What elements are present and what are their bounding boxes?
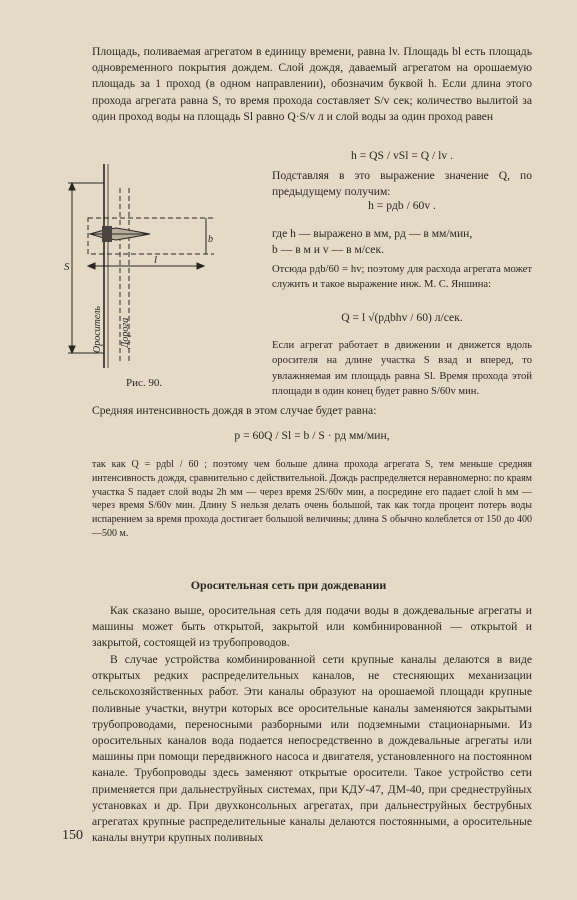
section-heading: Оросительная сеть при дождевании <box>190 578 387 592</box>
formula-h1: h = QS / vSl = Q / lv . <box>351 149 453 162</box>
text-moving: Если агрегат работает в движении и движется вдоль оросителя на длине участка S взад и вперед, то увлажняемая им площадь равна Sl. Время прохода этой площади в один конец будет равно S/60v мин. <box>272 340 532 398</box>
text-substitute: Подставляя в это выражение значение Q, по предыдущему получим: <box>272 169 532 198</box>
sprinkler-truss <box>90 226 150 242</box>
paragraph-intro: Площадь, поливаемая агрегатом в единицу времени, равна lv. Площадь bl есть площадь одновременного покрытия дождем. Слой дождя, даваемый агрегатом на орошаемую площадь за 1 проход (в одном направлении), обозначим буквой h. Если длина этого прохода агрегата равна S, то время прохода составляет S/v сек; количество вылитой за один проход воды на площадь Sl равно Q·S/v л и слой воды за один проход равен <box>92 45 532 123</box>
paragraph-combined-network: В случае устройства комбинированной сети крупные каналы делаются в виде открытых редких распределительных каналов, не стесняющих механизации сельскохозяйственных работ. Эти каналы образуют на орошаемой площади крупные поливные участки, внутри которых все оросительные каналы заменяются закрытыми трубопроводами, переносными разборными или подземными стационарными. Из оросительных каналов вода подается непосредственно в дождевальные агрегаты или машины при помощи передвижного насоса и двигателя, установленного на постоянном канале. Трубопроводы здесь заменяют открытые оросители. Такое устройство сети применяется при дальнеструйных системах, при КДУ-47, ДМ-40, при среднеструйных установках и др. При двухконсольных агрегатах, при дальнеструйных беструбных агрегатах крупные распределительные каналы делаются постоянными, а оросительные каналы внутри крупных поливных <box>92 653 532 845</box>
formula-p: p = 60Q / Sl = b / S · pд мм/мин, <box>234 429 390 442</box>
text-where-1: где h — выражено в мм, pд — в мм/мин, <box>272 227 473 240</box>
page-number: 150 <box>62 828 83 843</box>
paragraph-network-types: Как сказано выше, оросительная сеть для подачи воды в дождевальные агрегаты и машины может быть открытой, закрытой или комбинированной — открытой и закрытой, состоящей из трубопроводов. <box>92 604 532 650</box>
formula-q: Q = l √(pдbhv / 60) л/сек. <box>341 311 463 324</box>
fig-label-irrigator: Ороситель <box>92 306 103 353</box>
fig-label-road: Дорога <box>120 317 131 348</box>
fig-label-b: b <box>208 234 213 245</box>
figure-caption: Рис. 90. <box>126 377 163 389</box>
paragraph-small-print: так как Q = pдbl / 60 ; поэтому чем больше длина прохода агрегата S, тем меньше средняя интенсивность дождя, сравнительно с действительной. Дождь распределяется неравномерно: по краям участка S падает слой воды 2h мм — через время 2S/60v мин, а посредине его падает слой h мм — через время S/60v мин. Длину S нельзя делать очень большой, так как тогда процент потерь воды испарением за время прохода достигает большой величины; длина S обычно колеблется от 150 до 400—500 м. <box>92 459 532 539</box>
fig-label-l: l <box>154 254 158 266</box>
text-where-2: b — в м и v — в м/сек. <box>272 243 384 256</box>
figure-90-diagram <box>64 158 214 383</box>
formula-h2: h = pдb / 60v . <box>368 199 436 212</box>
text-hence: Отсюда pдb/60 = hv; поэтому для расхода агрегата может служить и такое выражение инж. М. С. Яншина: <box>272 264 532 291</box>
fig-label-s: S <box>64 261 70 273</box>
text-average-intensity: Средняя интенсивность дождя в этом случае будет равна: <box>92 404 377 417</box>
